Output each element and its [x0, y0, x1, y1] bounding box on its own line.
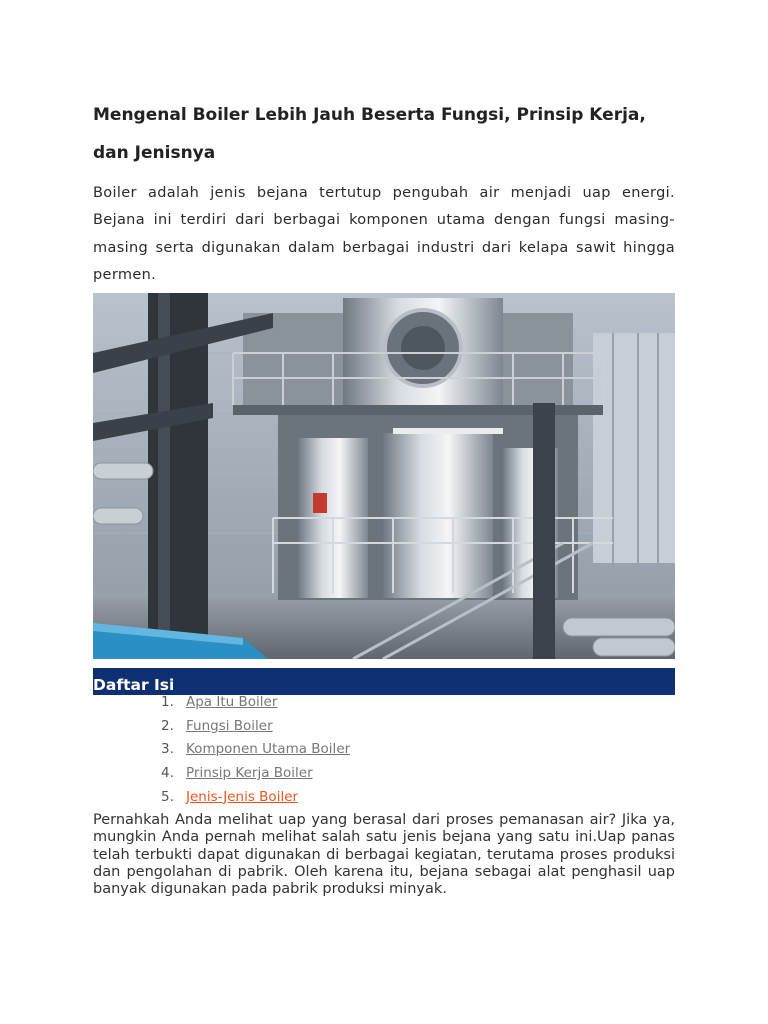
- toc-link-fungsi-boiler[interactable]: Fungsi Boiler: [186, 717, 273, 734]
- industrial-boiler-photo: [93, 293, 675, 659]
- toc-link-prinsip-kerja-boiler[interactable]: Prinsip Kerja Boiler: [186, 764, 313, 781]
- article: [93, 96, 675, 898]
- toc-item: 3. Komponen Utama Boiler: [161, 741, 351, 758]
- toc-item: 5. Jenis-Jenis Boiler: [161, 788, 299, 805]
- toc-link-apa-itu-boiler[interactable]: Apa Itu Boiler: [186, 694, 278, 711]
- toc-link-jenis-jenis-boiler[interactable]: Jenis-Jenis Boiler: [186, 788, 299, 805]
- toc-item: 2. Fungsi Boiler: [161, 717, 273, 734]
- toc-item: 1. Apa Itu Boiler: [161, 694, 278, 711]
- article-intro: Boiler adalah jenis bejana tertutup pengubah air menjadi uap energi. Bejana ini terdiri dari berbagai komponen utama dengan fungsi masing-masing serta digunakan dalam berbagai industri dari kelapa sawit hingga permen.: [93, 185, 675, 283]
- article-title: Mengenal Boiler Lebih Jauh Beserta Fungsi, Prinsip Kerja, dan Jenisnya: [93, 105, 646, 163]
- table-of-contents: [93, 691, 675, 809]
- toc-header: Daftar Isi: [93, 668, 675, 695]
- toc-link-komponen-utama-boiler[interactable]: Komponen Utama Boiler: [186, 741, 351, 758]
- toc-item: 4. Prinsip Kerja Boiler: [161, 764, 313, 781]
- article-body: Pernahkah Anda melihat uap yang berasal dari proses pemanasan air? Jika ya, mungkin Anda pernah melihat salah satu jenis bejana yang satu ini.Uap panas telah terbukti dapat digunakan di berbagai kegiatan, terutama proses produksi dan pengolahan di pabrik. Oleh karena itu, bejana sebagai alat penghasil uap banyak digunakan pada pabrik produksi minyak.: [93, 812, 675, 897]
